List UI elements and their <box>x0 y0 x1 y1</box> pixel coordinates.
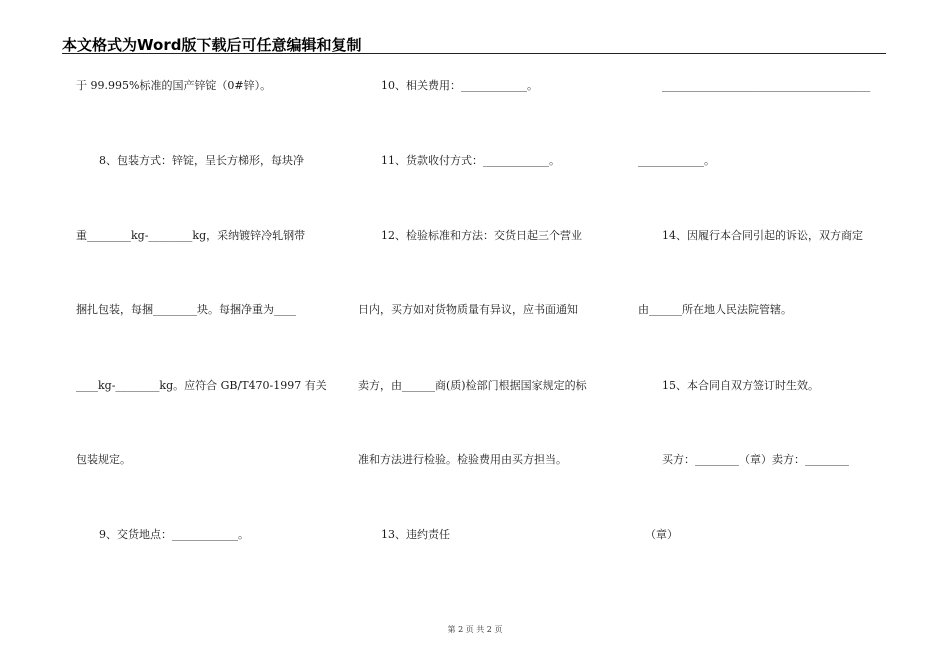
col1-line-6: 包装规定。 <box>76 453 131 466</box>
col1-line-3: 重________kg-________kg，采纳镀锌冷轧钢带 <box>76 229 306 242</box>
col2-line-4: 日内，买方如对货物质量有异议，应书面通知 <box>358 303 578 316</box>
col3-line-1: ________________________________________ <box>662 79 871 92</box>
col2-line-2: 11、货款收付方式：____________。 <box>381 154 560 167</box>
col3-line-6: 买方：________（章）卖方：________ <box>662 453 849 466</box>
col1-line-4: 捆扎包装，每捆________块。每捆净重为____ <box>76 303 296 316</box>
col2-line-6: 准和方法进行检验。检验费用由买方担当。 <box>358 453 567 466</box>
col1-line-5: ____kg-________kg。应符合 GB/T470-1997 有关 <box>76 379 327 392</box>
document-header-title: 本文格式为Word版下载后可任意编辑和复制 <box>62 36 362 54</box>
col3-line-4: 由______所在地人民法院管辖。 <box>638 303 792 316</box>
col1-line-2: 8、包装方式：锌锭，呈长方梯形，每块净 <box>99 154 304 167</box>
page-number: 第 2 页 共 2 页 <box>447 625 503 634</box>
col2-line-7: 13、违约责任 <box>381 528 450 541</box>
col2-line-1: 10、相关费用：____________。 <box>381 79 538 92</box>
col2-line-3: 12、检验标准和方法：交货日起三个营业 <box>381 229 582 242</box>
col3-line-7: （章） <box>645 528 678 541</box>
col1-line-7: 9、交货地点：____________。 <box>99 528 249 541</box>
col2-line-5: 卖方，由______商(质)检部门根据国家规定的标 <box>358 379 587 392</box>
header-rule <box>62 53 886 54</box>
col3-line-2: ____________。 <box>638 154 715 167</box>
col1-line-1: 于 99.995%标准的国产锌锭（0#锌）。 <box>76 79 272 92</box>
col3-line-5: 15、本合同自双方签订时生效。 <box>662 379 819 392</box>
col3-line-3: 14、因履行本合同引起的诉讼，双方商定 <box>662 229 863 242</box>
